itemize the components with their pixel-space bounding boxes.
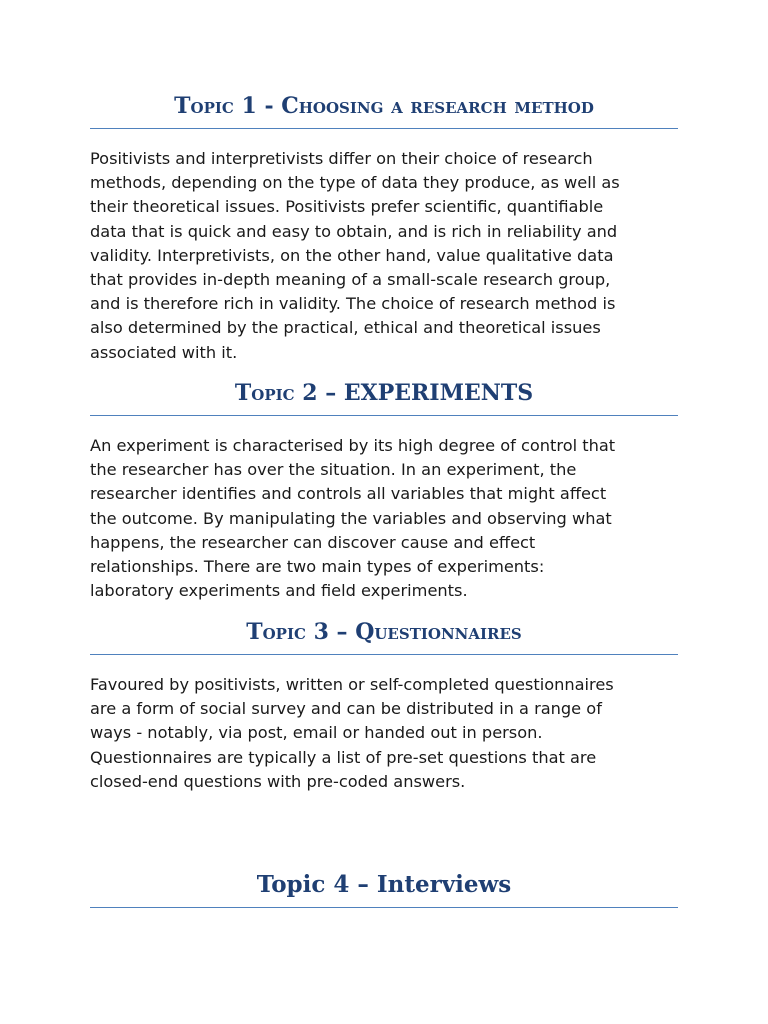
heading-divider bbox=[90, 654, 678, 655]
paragraph-line: happens, the researcher can discover cause and effect bbox=[90, 532, 536, 552]
paragraph-line: closed-end questions with pre-coded answers. bbox=[90, 771, 466, 791]
paragraph-line: are a form of social survey and can be distributed in a range of bbox=[90, 699, 602, 719]
section-heading-topic-1: Topic 1 - Choosing a research method bbox=[174, 93, 594, 119]
paragraph-line: Positivists and interpretivists differ on their choice of research bbox=[90, 149, 593, 168]
section-heading-topic-3: Topic 3 – Questionnaires bbox=[246, 619, 522, 645]
heading-divider bbox=[90, 907, 678, 908]
section-paragraph-topic-1 bbox=[90, 147, 680, 365]
paragraph-line: the outcome. By manipulating the variables and observing what bbox=[90, 508, 612, 528]
paragraph-line: methods, depending on the type of data they produce, as well as bbox=[90, 173, 620, 193]
paragraph-line: associated with it. bbox=[90, 342, 238, 362]
paragraph-line: Favoured by positivists, written or self-completed questionnaires bbox=[90, 675, 614, 694]
paragraph-line: and is therefore rich in validity. The choice of research method is bbox=[90, 294, 616, 314]
paragraph-line: Questionnaires are typically a list of pre-set questions that are bbox=[90, 747, 597, 767]
section-heading-topic-2: Topic 2 – EXPERIMENTS bbox=[234, 380, 534, 406]
paragraph-line: An experiment is characterised by its high degree of control that bbox=[90, 436, 616, 455]
paragraph-line: data that is quick and easy to obtain, and is rich in reliability and bbox=[90, 221, 618, 241]
paragraph-line: the researcher has over the situation. In an experiment, the bbox=[90, 460, 577, 480]
paragraph-line: relationships. There are two main types of experiments: bbox=[90, 557, 545, 577]
paragraph-line: that provides in-depth meaning of a small-scale research group, bbox=[90, 270, 611, 290]
paragraph-line: ways - notably, via post, email or handed out in person. bbox=[90, 723, 543, 743]
paragraph-line: laboratory experiments and field experiments. bbox=[90, 581, 468, 601]
section-paragraph-topic-2 bbox=[90, 434, 680, 603]
paragraph-line: also determined by the practical, ethical and theoretical issues bbox=[90, 318, 601, 338]
paragraph-line: their theoretical issues. Positivists prefer scientific, quantifiable bbox=[90, 197, 604, 217]
heading-divider bbox=[90, 128, 678, 129]
section-heading-topic-4: Topic 4 – Interviews bbox=[256, 871, 512, 898]
paragraph-line: validity. Interpretivists, on the other hand, value qualitative data bbox=[90, 245, 614, 265]
heading-divider bbox=[90, 415, 678, 416]
paragraph-line: researcher identifies and controls all variables that might affect bbox=[90, 484, 607, 504]
section-paragraph-topic-3 bbox=[90, 673, 680, 794]
